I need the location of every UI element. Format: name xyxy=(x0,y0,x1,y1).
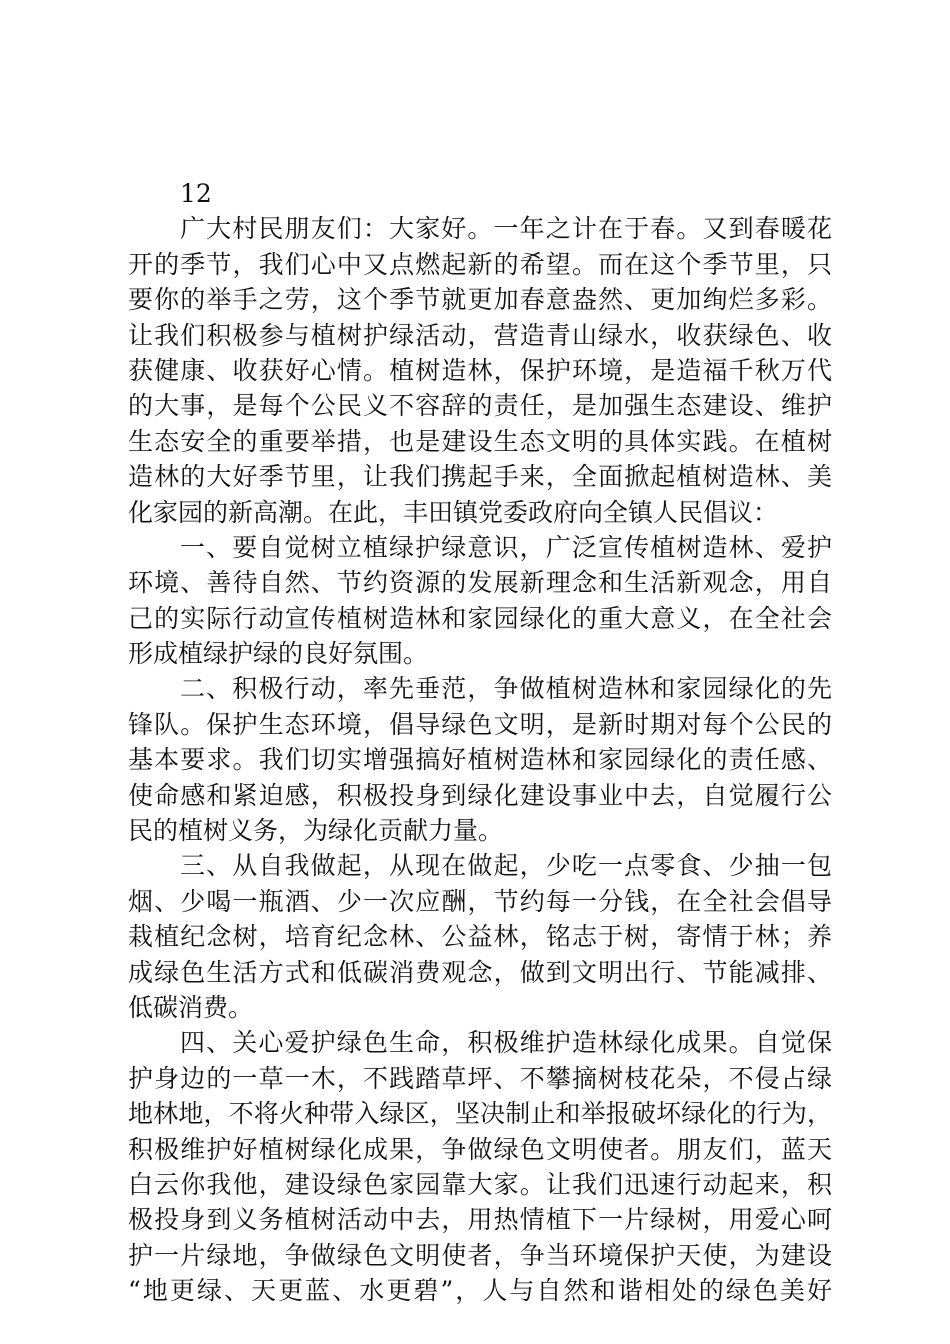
document-body xyxy=(128,176,832,1309)
document-text xyxy=(128,211,832,1308)
text-line: 形成植绿护绿的良好氛围。 xyxy=(128,639,429,669)
text-line: 地林地，不将火种带入绿区，坚决制止和举报破坏绿化的行为， xyxy=(128,1099,832,1129)
text-line: 民的植树义务，为绿化贡献力量。 xyxy=(128,816,504,846)
text-line: 极投身到义务植树活动中去，用热情植下一片绿树，用爱心呵 xyxy=(128,1205,832,1235)
text-line: 锋队。保护生态环境，倡导绿色文明，是新时期对每个公民的 xyxy=(128,709,832,739)
text-line: 三、从自我做起，从现在做起，少吃一点零食、少抽一包 xyxy=(180,851,832,881)
text-line: 低碳消费。 xyxy=(128,992,254,1022)
text-line: 护身边的一草一木，不践踏草坪、不攀摘树枝花朵，不侵占绿 xyxy=(128,1063,832,1093)
text-line: 广大村民朋友们：大家好。一年之计在于春。又到春暖花 xyxy=(180,214,832,244)
text-line: 一、要自觉树立植绿护绿意识，广泛宣传植树造林、爱护 xyxy=(180,532,832,562)
text-line: 的大事，是每个公民义不容辞的责任，是加强生态建设、维护 xyxy=(128,391,832,421)
text-line: 积极维护好植树绿化成果，争做绿色文明使者。朋友们，蓝天 xyxy=(128,1134,832,1164)
text-line: 四、关心爱护绿色生命，积极维护造林绿化成果。自觉保 xyxy=(180,1028,832,1058)
text-line: 使命感和紧迫感，积极投身到绿化建设事业中去，自觉履行公 xyxy=(128,780,832,810)
text-line: 烟、少喝一瓶酒、少一次应酬，节约每一分钱，在全社会倡导 xyxy=(128,886,832,916)
text-line: 基本要求。我们切实增强搞好植树造林和家园绿化的责任感、 xyxy=(128,745,832,775)
text-line: 白云你我他，建设绿色家园靠大家。让我们迅速行动起来，积 xyxy=(128,1169,832,1199)
text-line: “地更绿、天更蓝、水更碧”，人与自然和谐相处的绿色美好 xyxy=(128,1276,832,1306)
text-line: 环境、善待自然、节约资源的发展新理念和生活新观念，用自 xyxy=(128,568,832,598)
text-line: 栽植纪念树，培育纪念林、公益林，铭志于树，寄情于林；养 xyxy=(128,922,832,952)
text-line: 生态安全的重要举措，也是建设生态文明的具体实践。在植树 xyxy=(128,426,832,456)
page-number: 12 xyxy=(180,179,212,208)
text-line: 成绿色生活方式和低碳消费观念，做到文明出行、节能减排、 xyxy=(128,957,832,987)
text-line: 二、积极行动，率先垂范，争做植树造林和家园绿化的先 xyxy=(180,674,832,704)
text-line: 造林的大好季节里，让我们携起手来，全面掀起植树造林、美 xyxy=(128,462,832,492)
text-line: 己的实际行动宣传植树造林和家园绿化的重大意义，在全社会 xyxy=(128,603,832,633)
text-line: 护一片绿地，争做绿色文明使者，争当环境保护天使，为建设 xyxy=(128,1240,832,1270)
text-line: 化家园的新高潮。在此，丰田镇党委政府向全镇人民倡议： xyxy=(128,497,779,527)
text-line: 获健康、收获好心情。植树造林，保护环境，是造福千秋万代 xyxy=(128,355,832,385)
text-line: 让我们积极参与植树护绿活动，营造青山绿水，收获绿色、收 xyxy=(128,320,832,350)
text-line: 开的季节，我们心中又点燃起新的希望。而在这个季节里，只 xyxy=(128,249,832,279)
text-line: 要你的举手之劳，这个季节就更加春意盎然、更加绚烂多彩。 xyxy=(128,285,832,315)
